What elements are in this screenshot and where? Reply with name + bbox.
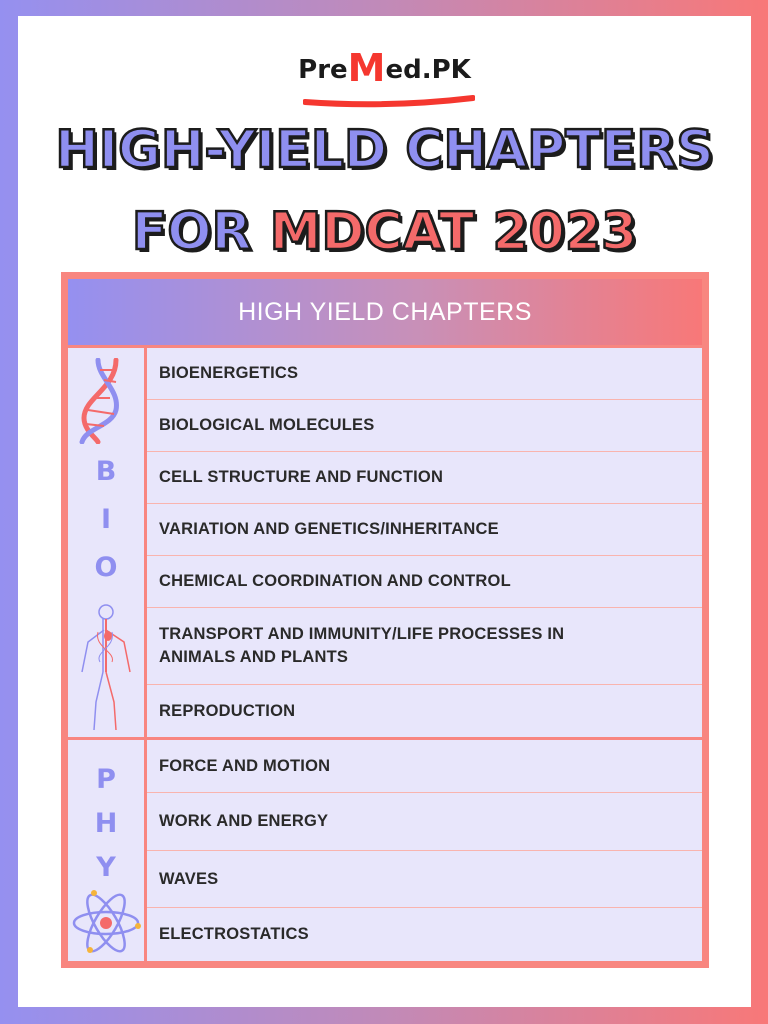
chapter-row bbox=[147, 851, 702, 908]
biology-side-column bbox=[68, 348, 144, 737]
chapter-row bbox=[147, 608, 702, 685]
poster bbox=[18, 16, 751, 1007]
atom-icon bbox=[70, 888, 142, 958]
logo-m: M bbox=[347, 46, 386, 90]
chapter-label: CELL STRUCTURE AND FUNCTION bbox=[159, 468, 444, 486]
side-letter-h: H bbox=[94, 808, 118, 839]
circulatory-system-icon bbox=[76, 602, 136, 732]
title-for: FOR bbox=[131, 202, 252, 262]
logo-underline-swoosh-icon bbox=[303, 94, 475, 108]
chapter-row bbox=[147, 504, 702, 556]
chapter-row bbox=[147, 908, 702, 961]
side-letter-i: I bbox=[100, 504, 112, 535]
chapter-label: CHEMICAL COORDINATION AND CONTROL bbox=[159, 572, 511, 590]
title-mdcat: MDCAT 2023 bbox=[269, 202, 638, 262]
physics-side-column bbox=[68, 740, 144, 961]
chapter-row bbox=[147, 400, 702, 452]
side-letter-y: Y bbox=[96, 852, 116, 883]
chapter-row bbox=[147, 685, 702, 737]
title-line-2 bbox=[18, 202, 751, 262]
chapter-row bbox=[147, 793, 702, 851]
chapter-label: ELECTROSTATICS bbox=[159, 925, 309, 943]
premed-logo[interactable] bbox=[18, 46, 751, 90]
logo-post: ed.PK bbox=[385, 55, 471, 85]
chapter-row bbox=[147, 452, 702, 504]
chapter-label: FORCE AND MOTION bbox=[159, 756, 331, 775]
chapter-label: WORK AND ENERGY bbox=[159, 812, 329, 830]
chapter-row bbox=[147, 740, 702, 793]
chapter-label: TRANSPORT AND IMMUNITY/LIFE PROCESSES IN ANIMALS AND PLANTS bbox=[159, 625, 565, 666]
chapter-label: BIOENERGETICS bbox=[159, 364, 299, 382]
side-letter-b: B bbox=[95, 456, 117, 487]
chapter-label: REPRODUCTION bbox=[159, 701, 296, 720]
chapter-row bbox=[147, 556, 702, 608]
chapter-label: VARIATION AND GENETICS/INHERITANCE bbox=[159, 520, 499, 538]
biology-chapter-list bbox=[147, 348, 702, 737]
table-body bbox=[68, 279, 702, 961]
dna-icon bbox=[76, 358, 126, 444]
table-header: HIGH YIELD CHAPTERS bbox=[68, 279, 702, 345]
side-letter-o: O bbox=[94, 552, 118, 583]
chapters-table bbox=[61, 272, 709, 968]
physics-chapter-list bbox=[147, 740, 702, 961]
chapter-row bbox=[147, 348, 702, 400]
chapter-label: WAVES bbox=[159, 869, 219, 888]
logo-pre: Pre bbox=[298, 55, 348, 85]
chapter-label: BIOLOGICAL MOLECULES bbox=[159, 416, 375, 434]
side-letter-p: P bbox=[96, 764, 116, 795]
title-line-1: HIGH-YIELD CHAPTERS bbox=[55, 120, 714, 180]
